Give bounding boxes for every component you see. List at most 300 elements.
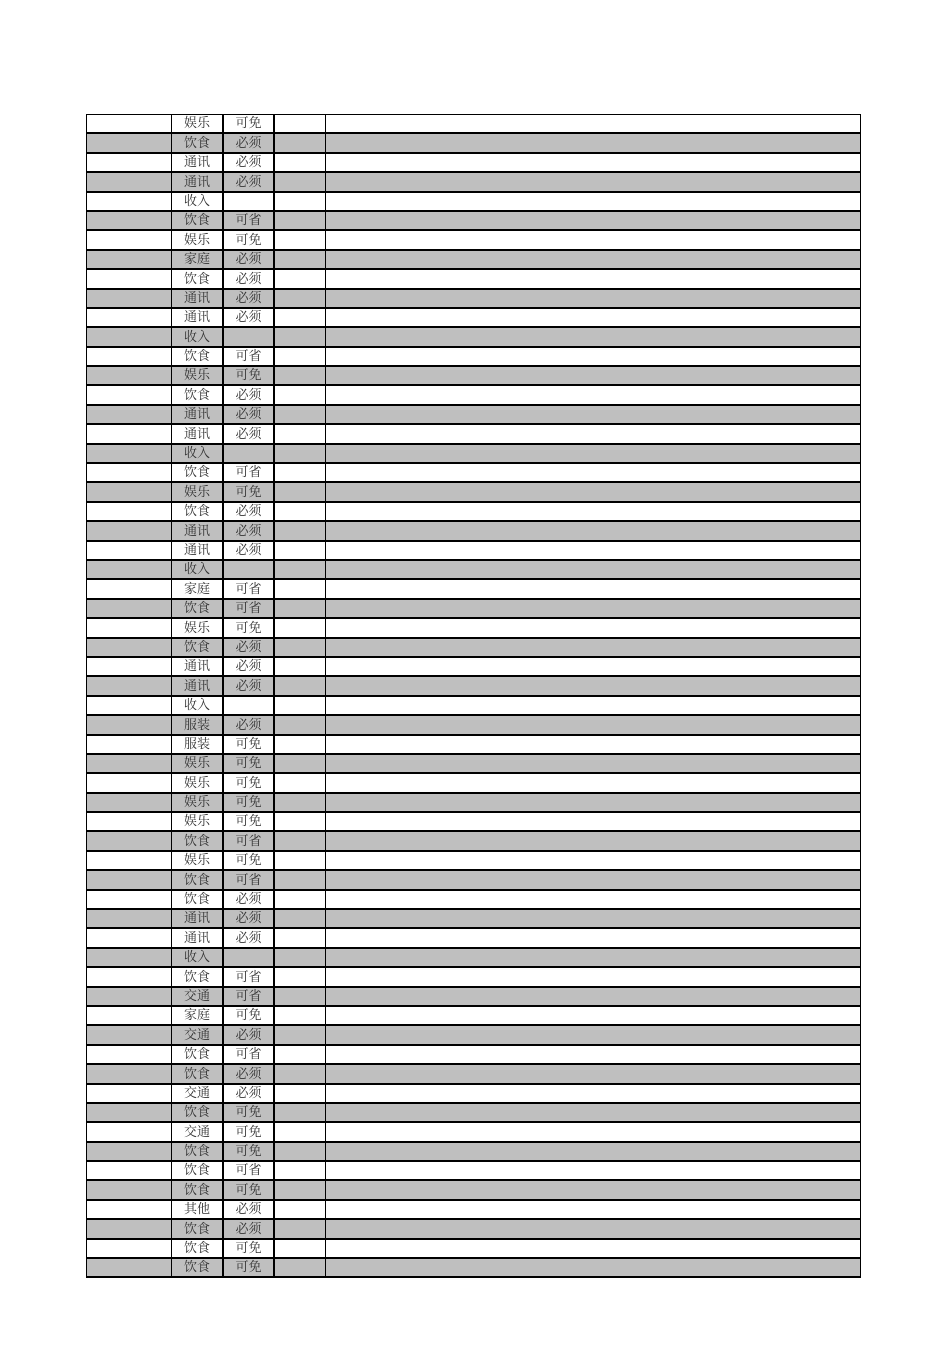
date-cell[interactable]: [87, 928, 172, 947]
note-cell[interactable]: [326, 1103, 861, 1122]
category-cell[interactable]: 家庭: [172, 1006, 223, 1025]
note-cell[interactable]: [326, 599, 861, 618]
category-cell[interactable]: 饮食: [172, 502, 223, 521]
necessity-cell[interactable]: 可省: [223, 870, 274, 889]
necessity-cell[interactable]: 可免: [223, 851, 274, 870]
date-cell[interactable]: [87, 638, 172, 657]
amount-cell[interactable]: [274, 1064, 326, 1083]
category-cell[interactable]: 饮食: [172, 463, 223, 482]
category-cell[interactable]: 娱乐: [172, 482, 223, 501]
note-cell[interactable]: [326, 1006, 861, 1025]
date-cell[interactable]: [87, 1258, 172, 1277]
necessity-cell[interactable]: 必须: [223, 676, 274, 695]
note-cell[interactable]: [326, 385, 861, 404]
amount-cell[interactable]: [274, 327, 326, 346]
amount-cell[interactable]: [274, 1006, 326, 1025]
necessity-cell[interactable]: 可省: [223, 599, 274, 618]
date-cell[interactable]: [87, 385, 172, 404]
note-cell[interactable]: [326, 870, 861, 889]
category-cell[interactable]: 通讯: [172, 405, 223, 424]
note-cell[interactable]: [326, 1084, 861, 1103]
date-cell[interactable]: [87, 347, 172, 366]
date-cell[interactable]: [87, 812, 172, 831]
category-cell[interactable]: 通讯: [172, 153, 223, 172]
note-cell[interactable]: [326, 1122, 861, 1141]
date-cell[interactable]: [87, 1084, 172, 1103]
note-cell[interactable]: [326, 831, 861, 850]
necessity-cell[interactable]: 必须: [223, 308, 274, 327]
necessity-cell[interactable]: 可免: [223, 1103, 274, 1122]
date-cell[interactable]: [87, 541, 172, 560]
category-cell[interactable]: 娱乐: [172, 754, 223, 773]
category-cell[interactable]: 饮食: [172, 870, 223, 889]
necessity-cell[interactable]: 必须: [223, 172, 274, 191]
amount-cell[interactable]: [274, 851, 326, 870]
date-cell[interactable]: [87, 735, 172, 754]
category-cell[interactable]: 通讯: [172, 928, 223, 947]
amount-cell[interactable]: [274, 211, 326, 230]
necessity-cell[interactable]: [223, 948, 274, 967]
necessity-cell[interactable]: [223, 696, 274, 715]
category-cell[interactable]: 饮食: [172, 638, 223, 657]
note-cell[interactable]: [326, 250, 861, 269]
amount-cell[interactable]: [274, 987, 326, 1006]
category-cell[interactable]: 通讯: [172, 424, 223, 443]
date-cell[interactable]: [87, 1045, 172, 1064]
category-cell[interactable]: 交通: [172, 987, 223, 1006]
amount-cell[interactable]: [274, 172, 326, 191]
amount-cell[interactable]: [274, 444, 326, 463]
category-cell[interactable]: 饮食: [172, 831, 223, 850]
note-cell[interactable]: [326, 793, 861, 812]
note-cell[interactable]: [326, 987, 861, 1006]
date-cell[interactable]: [87, 696, 172, 715]
date-cell[interactable]: [87, 289, 172, 308]
date-cell[interactable]: [87, 599, 172, 618]
necessity-cell[interactable]: 必须: [223, 521, 274, 540]
amount-cell[interactable]: [274, 1045, 326, 1064]
note-cell[interactable]: [326, 153, 861, 172]
necessity-cell[interactable]: 可省: [223, 987, 274, 1006]
necessity-cell[interactable]: 必须: [223, 928, 274, 947]
category-cell[interactable]: 娱乐: [172, 812, 223, 831]
amount-cell[interactable]: [274, 773, 326, 792]
date-cell[interactable]: [87, 890, 172, 909]
category-cell[interactable]: 饮食: [172, 269, 223, 288]
amount-cell[interactable]: [274, 870, 326, 889]
amount-cell[interactable]: [274, 793, 326, 812]
note-cell[interactable]: [326, 115, 861, 134]
amount-cell[interactable]: [274, 1219, 326, 1238]
category-cell[interactable]: 饮食: [172, 133, 223, 152]
amount-cell[interactable]: [274, 192, 326, 211]
date-cell[interactable]: [87, 366, 172, 385]
note-cell[interactable]: [326, 1180, 861, 1199]
note-cell[interactable]: [326, 502, 861, 521]
note-cell[interactable]: [326, 269, 861, 288]
amount-cell[interactable]: [274, 1161, 326, 1180]
amount-cell[interactable]: [274, 115, 326, 134]
note-cell[interactable]: [326, 657, 861, 676]
amount-cell[interactable]: [274, 948, 326, 967]
date-cell[interactable]: [87, 269, 172, 288]
necessity-cell[interactable]: 可省: [223, 831, 274, 850]
amount-cell[interactable]: [274, 230, 326, 249]
note-cell[interactable]: [326, 444, 861, 463]
date-cell[interactable]: [87, 172, 172, 191]
amount-cell[interactable]: [274, 482, 326, 501]
note-cell[interactable]: [326, 1200, 861, 1219]
category-cell[interactable]: 娱乐: [172, 115, 223, 134]
necessity-cell[interactable]: 可省: [223, 1161, 274, 1180]
date-cell[interactable]: [87, 405, 172, 424]
category-cell[interactable]: 饮食: [172, 347, 223, 366]
necessity-cell[interactable]: 可免: [223, 812, 274, 831]
note-cell[interactable]: [326, 521, 861, 540]
necessity-cell[interactable]: 可免: [223, 230, 274, 249]
date-cell[interactable]: [87, 948, 172, 967]
amount-cell[interactable]: [274, 1258, 326, 1277]
category-cell[interactable]: 通讯: [172, 289, 223, 308]
date-cell[interactable]: [87, 327, 172, 346]
necessity-cell[interactable]: 必须: [223, 289, 274, 308]
date-cell[interactable]: [87, 192, 172, 211]
note-cell[interactable]: [326, 715, 861, 734]
category-cell[interactable]: 家庭: [172, 250, 223, 269]
category-cell[interactable]: 饮食: [172, 1103, 223, 1122]
category-cell[interactable]: 通讯: [172, 172, 223, 191]
amount-cell[interactable]: [274, 715, 326, 734]
category-cell[interactable]: 饮食: [172, 1064, 223, 1083]
date-cell[interactable]: [87, 308, 172, 327]
amount-cell[interactable]: [274, 1025, 326, 1044]
necessity-cell[interactable]: 必须: [223, 1084, 274, 1103]
necessity-cell[interactable]: 必须: [223, 385, 274, 404]
date-cell[interactable]: [87, 773, 172, 792]
necessity-cell[interactable]: 必须: [223, 638, 274, 657]
necessity-cell[interactable]: 必须: [223, 1064, 274, 1083]
date-cell[interactable]: [87, 618, 172, 637]
note-cell[interactable]: [326, 327, 861, 346]
note-cell[interactable]: [326, 909, 861, 928]
amount-cell[interactable]: [274, 250, 326, 269]
note-cell[interactable]: [326, 172, 861, 191]
category-cell[interactable]: 娱乐: [172, 773, 223, 792]
necessity-cell[interactable]: 必须: [223, 405, 274, 424]
note-cell[interactable]: [326, 735, 861, 754]
category-cell[interactable]: 其他: [172, 1200, 223, 1219]
amount-cell[interactable]: [274, 657, 326, 676]
amount-cell[interactable]: [274, 405, 326, 424]
necessity-cell[interactable]: 可省: [223, 967, 274, 986]
category-cell[interactable]: 饮食: [172, 1239, 223, 1258]
date-cell[interactable]: [87, 909, 172, 928]
note-cell[interactable]: [326, 230, 861, 249]
necessity-cell[interactable]: 必须: [223, 657, 274, 676]
amount-cell[interactable]: [274, 560, 326, 579]
amount-cell[interactable]: [274, 289, 326, 308]
category-cell[interactable]: 饮食: [172, 211, 223, 230]
category-cell[interactable]: 交通: [172, 1122, 223, 1141]
necessity-cell[interactable]: 必须: [223, 715, 274, 734]
necessity-cell[interactable]: 可省: [223, 579, 274, 598]
category-cell[interactable]: 饮食: [172, 599, 223, 618]
note-cell[interactable]: [326, 676, 861, 695]
category-cell[interactable]: 收入: [172, 192, 223, 211]
category-cell[interactable]: 饮食: [172, 1219, 223, 1238]
amount-cell[interactable]: [274, 502, 326, 521]
category-cell[interactable]: 娱乐: [172, 851, 223, 870]
note-cell[interactable]: [326, 1239, 861, 1258]
necessity-cell[interactable]: 必须: [223, 502, 274, 521]
amount-cell[interactable]: [274, 928, 326, 947]
category-cell[interactable]: 通讯: [172, 676, 223, 695]
category-cell[interactable]: 通讯: [172, 909, 223, 928]
necessity-cell[interactable]: 必须: [223, 1025, 274, 1044]
category-cell[interactable]: 饮食: [172, 890, 223, 909]
note-cell[interactable]: [326, 948, 861, 967]
note-cell[interactable]: [326, 560, 861, 579]
amount-cell[interactable]: [274, 735, 326, 754]
date-cell[interactable]: [87, 133, 172, 152]
necessity-cell[interactable]: 可免: [223, 1239, 274, 1258]
necessity-cell[interactable]: 可免: [223, 366, 274, 385]
necessity-cell[interactable]: 可免: [223, 793, 274, 812]
date-cell[interactable]: [87, 1064, 172, 1083]
necessity-cell[interactable]: 必须: [223, 1219, 274, 1238]
date-cell[interactable]: [87, 1219, 172, 1238]
note-cell[interactable]: [326, 133, 861, 152]
note-cell[interactable]: [326, 1219, 861, 1238]
amount-cell[interactable]: [274, 890, 326, 909]
category-cell[interactable]: 通讯: [172, 521, 223, 540]
category-cell[interactable]: 收入: [172, 444, 223, 463]
category-cell[interactable]: 收入: [172, 948, 223, 967]
category-cell[interactable]: 饮食: [172, 1180, 223, 1199]
necessity-cell[interactable]: 必须: [223, 153, 274, 172]
date-cell[interactable]: [87, 1180, 172, 1199]
amount-cell[interactable]: [274, 133, 326, 152]
category-cell[interactable]: 饮食: [172, 967, 223, 986]
amount-cell[interactable]: [274, 366, 326, 385]
amount-cell[interactable]: [274, 909, 326, 928]
date-cell[interactable]: [87, 1006, 172, 1025]
necessity-cell[interactable]: 可省: [223, 211, 274, 230]
note-cell[interactable]: [326, 1161, 861, 1180]
necessity-cell[interactable]: 可省: [223, 1045, 274, 1064]
amount-cell[interactable]: [274, 676, 326, 695]
date-cell[interactable]: [87, 715, 172, 734]
amount-cell[interactable]: [274, 521, 326, 540]
amount-cell[interactable]: [274, 754, 326, 773]
note-cell[interactable]: [326, 424, 861, 443]
amount-cell[interactable]: [274, 1200, 326, 1219]
amount-cell[interactable]: [274, 579, 326, 598]
category-cell[interactable]: 交通: [172, 1084, 223, 1103]
date-cell[interactable]: [87, 754, 172, 773]
amount-cell[interactable]: [274, 1103, 326, 1122]
category-cell[interactable]: 娱乐: [172, 230, 223, 249]
date-cell[interactable]: [87, 851, 172, 870]
necessity-cell[interactable]: 可免: [223, 618, 274, 637]
category-cell[interactable]: 饮食: [172, 1258, 223, 1277]
necessity-cell[interactable]: 必须: [223, 250, 274, 269]
necessity-cell[interactable]: [223, 192, 274, 211]
date-cell[interactable]: [87, 521, 172, 540]
necessity-cell[interactable]: 可免: [223, 1180, 274, 1199]
category-cell[interactable]: 通讯: [172, 541, 223, 560]
category-cell[interactable]: 服装: [172, 735, 223, 754]
date-cell[interactable]: [87, 463, 172, 482]
necessity-cell[interactable]: 可免: [223, 1258, 274, 1277]
note-cell[interactable]: [326, 541, 861, 560]
date-cell[interactable]: [87, 1025, 172, 1044]
necessity-cell[interactable]: 必须: [223, 909, 274, 928]
category-cell[interactable]: 饮食: [172, 1142, 223, 1161]
note-cell[interactable]: [326, 211, 861, 230]
amount-cell[interactable]: [274, 424, 326, 443]
note-cell[interactable]: [326, 696, 861, 715]
amount-cell[interactable]: [274, 1239, 326, 1258]
date-cell[interactable]: [87, 560, 172, 579]
date-cell[interactable]: [87, 870, 172, 889]
necessity-cell[interactable]: 必须: [223, 269, 274, 288]
necessity-cell[interactable]: 必须: [223, 890, 274, 909]
date-cell[interactable]: [87, 444, 172, 463]
category-cell[interactable]: 交通: [172, 1025, 223, 1044]
amount-cell[interactable]: [274, 599, 326, 618]
amount-cell[interactable]: [274, 812, 326, 831]
note-cell[interactable]: [326, 405, 861, 424]
amount-cell[interactable]: [274, 308, 326, 327]
amount-cell[interactable]: [274, 1180, 326, 1199]
amount-cell[interactable]: [274, 1122, 326, 1141]
date-cell[interactable]: [87, 967, 172, 986]
note-cell[interactable]: [326, 1142, 861, 1161]
amount-cell[interactable]: [274, 541, 326, 560]
category-cell[interactable]: 娱乐: [172, 793, 223, 812]
amount-cell[interactable]: [274, 463, 326, 482]
necessity-cell[interactable]: 可省: [223, 463, 274, 482]
amount-cell[interactable]: [274, 967, 326, 986]
date-cell[interactable]: [87, 502, 172, 521]
necessity-cell[interactable]: 必须: [223, 1200, 274, 1219]
date-cell[interactable]: [87, 1161, 172, 1180]
necessity-cell[interactable]: 必须: [223, 424, 274, 443]
necessity-cell[interactable]: 可免: [223, 735, 274, 754]
amount-cell[interactable]: [274, 385, 326, 404]
note-cell[interactable]: [326, 308, 861, 327]
necessity-cell[interactable]: 可免: [223, 1122, 274, 1141]
category-cell[interactable]: 收入: [172, 696, 223, 715]
category-cell[interactable]: 通讯: [172, 657, 223, 676]
date-cell[interactable]: [87, 831, 172, 850]
category-cell[interactable]: 娱乐: [172, 618, 223, 637]
category-cell[interactable]: 饮食: [172, 1045, 223, 1064]
category-cell[interactable]: 收入: [172, 327, 223, 346]
note-cell[interactable]: [326, 366, 861, 385]
date-cell[interactable]: [87, 657, 172, 676]
date-cell[interactable]: [87, 250, 172, 269]
note-cell[interactable]: [326, 1258, 861, 1277]
necessity-cell[interactable]: [223, 560, 274, 579]
category-cell[interactable]: 饮食: [172, 385, 223, 404]
date-cell[interactable]: [87, 1200, 172, 1219]
note-cell[interactable]: [326, 928, 861, 947]
necessity-cell[interactable]: 可免: [223, 1142, 274, 1161]
date-cell[interactable]: [87, 793, 172, 812]
date-cell[interactable]: [87, 230, 172, 249]
amount-cell[interactable]: [274, 696, 326, 715]
necessity-cell[interactable]: 可免: [223, 1006, 274, 1025]
note-cell[interactable]: [326, 1025, 861, 1044]
note-cell[interactable]: [326, 618, 861, 637]
amount-cell[interactable]: [274, 1084, 326, 1103]
amount-cell[interactable]: [274, 1142, 326, 1161]
necessity-cell[interactable]: 可免: [223, 482, 274, 501]
date-cell[interactable]: [87, 676, 172, 695]
date-cell[interactable]: [87, 579, 172, 598]
amount-cell[interactable]: [274, 638, 326, 657]
necessity-cell[interactable]: [223, 444, 274, 463]
necessity-cell[interactable]: 必须: [223, 541, 274, 560]
date-cell[interactable]: [87, 1122, 172, 1141]
date-cell[interactable]: [87, 1239, 172, 1258]
date-cell[interactable]: [87, 1103, 172, 1122]
date-cell[interactable]: [87, 987, 172, 1006]
note-cell[interactable]: [326, 754, 861, 773]
note-cell[interactable]: [326, 482, 861, 501]
amount-cell[interactable]: [274, 153, 326, 172]
date-cell[interactable]: [87, 115, 172, 134]
note-cell[interactable]: [326, 579, 861, 598]
necessity-cell[interactable]: 可省: [223, 347, 274, 366]
necessity-cell[interactable]: 必须: [223, 133, 274, 152]
category-cell[interactable]: 收入: [172, 560, 223, 579]
note-cell[interactable]: [326, 967, 861, 986]
note-cell[interactable]: [326, 851, 861, 870]
date-cell[interactable]: [87, 1142, 172, 1161]
note-cell[interactable]: [326, 1064, 861, 1083]
necessity-cell[interactable]: 可免: [223, 115, 274, 134]
date-cell[interactable]: [87, 153, 172, 172]
note-cell[interactable]: [326, 192, 861, 211]
note-cell[interactable]: [326, 463, 861, 482]
category-cell[interactable]: 娱乐: [172, 366, 223, 385]
amount-cell[interactable]: [274, 831, 326, 850]
date-cell[interactable]: [87, 424, 172, 443]
amount-cell[interactable]: [274, 347, 326, 366]
category-cell[interactable]: 饮食: [172, 1161, 223, 1180]
note-cell[interactable]: [326, 638, 861, 657]
necessity-cell[interactable]: 可免: [223, 754, 274, 773]
amount-cell[interactable]: [274, 269, 326, 288]
note-cell[interactable]: [326, 1045, 861, 1064]
date-cell[interactable]: [87, 482, 172, 501]
note-cell[interactable]: [326, 347, 861, 366]
amount-cell[interactable]: [274, 618, 326, 637]
note-cell[interactable]: [326, 890, 861, 909]
necessity-cell[interactable]: [223, 327, 274, 346]
date-cell[interactable]: [87, 211, 172, 230]
note-cell[interactable]: [326, 773, 861, 792]
note-cell[interactable]: [326, 812, 861, 831]
necessity-cell[interactable]: 可免: [223, 773, 274, 792]
category-cell[interactable]: 通讯: [172, 308, 223, 327]
note-cell[interactable]: [326, 289, 861, 308]
category-cell[interactable]: 家庭: [172, 579, 223, 598]
category-cell[interactable]: 服装: [172, 715, 223, 734]
